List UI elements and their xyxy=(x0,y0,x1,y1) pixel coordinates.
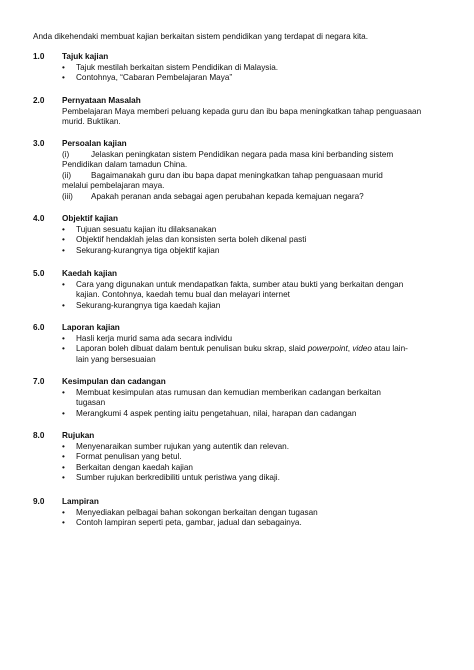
list-item: • Hasli kerja murid sama ada secara individu xyxy=(76,334,453,345)
paragraph xyxy=(62,107,453,128)
section-number: 4.0 xyxy=(33,214,45,223)
list-item: • Sekurang-kurangnya tiga kaedah kajian xyxy=(76,301,453,312)
section-title: Lampiran xyxy=(62,497,99,506)
list-item: • Berkaitan dengan kaedah kajian xyxy=(76,463,453,474)
list-item: • Sumber rujukan berkredibiliti untuk peristiwa yang dikaji. xyxy=(76,473,453,484)
section-title: Tajuk kajian xyxy=(62,52,109,61)
section-number: 3.0 xyxy=(33,139,45,148)
section-title: Pernyataan Masalah xyxy=(62,96,141,105)
list-item: • Merangkumi 4 aspek penting iaitu pengetahuan, nilai, harapan dan cadangan xyxy=(76,409,453,420)
list-item-continuation: kajian. Contohnya, kaedah temu bual dan melayari internet xyxy=(76,290,290,300)
question-number: (i) xyxy=(62,149,70,159)
bullet-list xyxy=(33,63,453,84)
section-title: Rujukan xyxy=(62,431,95,440)
list-item xyxy=(76,344,453,365)
paragraph-line: Pembelajaran Maya memberi peluang kepada guru dan ibu bapa meningkatkan tahap penguasaan xyxy=(62,106,422,116)
section-tajuk-kajian xyxy=(33,52,453,84)
text-run: Laporan boleh dibuat dalam bentuk penulisan buku skrap, slaid xyxy=(76,344,308,354)
section-title: Kaedah kajian xyxy=(62,269,118,278)
text-run: , xyxy=(347,344,353,354)
question-list xyxy=(62,150,453,203)
question-continuation: melalui pembelajaran maya. xyxy=(62,181,165,191)
bullet-list xyxy=(33,225,453,257)
section-number: 2.0 xyxy=(33,96,45,105)
question-number: (ii) xyxy=(62,170,72,180)
section-title: Objektif kajian xyxy=(62,214,118,223)
paragraph-line: murid. Buktikan. xyxy=(62,117,121,127)
question-continuation: Pendidikan dalam tamadun China. xyxy=(62,160,188,170)
list-item-text: Membuat kesimpulan atas rumusan dan kemudian memberikan cadangan berkaitan xyxy=(76,387,381,397)
section-pernyataan-masalah xyxy=(33,96,453,128)
list-item: • Format penulisan yang betul. xyxy=(76,452,453,463)
list-item: • Tajuk mestilah berkaitan sistem Pendidikan di Malaysia. xyxy=(76,63,453,74)
list-item: • Menyediakan pelbagai bahan sokongan berkaitan dengan tugasan xyxy=(76,508,453,519)
list-item-continuation: lain yang bersesuaian xyxy=(76,354,156,364)
list-item: • Objektif hendaklah jelas dan konsisten serta boleh dikenal pasti xyxy=(76,235,453,246)
section-number: 9.0 xyxy=(33,497,45,506)
bullet-list xyxy=(33,388,453,420)
section-persoalan-kajian xyxy=(33,139,453,203)
list-item: • Sekurang-kurangnya tiga objektif kajian xyxy=(76,246,453,257)
section-number: 5.0 xyxy=(33,269,45,278)
section-title: Laporan kajian xyxy=(62,323,120,332)
list-item: • Contohnya, “Cabaran Pembelajaran Maya” xyxy=(76,73,453,84)
list-item xyxy=(76,280,453,301)
list-item: • Menyenaraikan sumber rujukan yang autentik dan relevan. xyxy=(76,442,453,453)
section-number: 7.0 xyxy=(33,377,45,386)
section-lampiran xyxy=(33,497,453,529)
section-laporan-kajian xyxy=(33,323,453,365)
intro-text: Anda dikehendaki membuat kajian berkaitan sistem pendidikan yang terdapat di negara kita. xyxy=(33,32,368,41)
question-text: Bagaimanakah guru dan ibu bapa dapat meningkatkan tahap penguasaan murid xyxy=(91,170,383,180)
section-number: 6.0 xyxy=(33,323,45,332)
bullet-list xyxy=(33,442,453,484)
question-number: (iii) xyxy=(62,191,73,201)
list-item-continuation: tugasan xyxy=(76,398,106,408)
text-run: atau lain- xyxy=(371,344,408,354)
question-text: Apakah peranan anda sebagai agen perubahan kepada kemajuan negara? xyxy=(91,191,364,201)
section-number: 8.0 xyxy=(33,431,45,440)
list-item xyxy=(76,388,453,409)
list-item: • Tujuan sesuatu kajian itu dilaksanakan xyxy=(76,225,453,236)
section-kesimpulan-cadangan xyxy=(33,377,453,419)
bullet-list xyxy=(33,508,453,529)
section-number: 1.0 xyxy=(33,52,45,61)
section-objektif-kajian xyxy=(33,214,453,256)
question-text: Jelaskan peningkatan sistem Pendidikan negara pada masa kini berbanding sistem xyxy=(91,149,394,159)
list-item-text: Cara yang digunakan untuk mendapatkan fakta, sumber atau bukti yang berkaitan dengan xyxy=(76,279,404,289)
section-title: Persoalan kajian xyxy=(62,139,127,148)
section-title: Kesimpulan dan cadangan xyxy=(62,377,166,386)
bullet-list xyxy=(33,280,453,312)
text-run-italic: video xyxy=(352,344,372,354)
bullet-list xyxy=(33,334,453,366)
section-kaedah-kajian xyxy=(33,269,453,311)
section-rujukan xyxy=(33,431,453,484)
text-run-italic: powerpoint xyxy=(307,344,348,354)
list-item: • Contoh lampiran seperti peta, gambar, jadual dan sebagainya. xyxy=(76,518,453,529)
